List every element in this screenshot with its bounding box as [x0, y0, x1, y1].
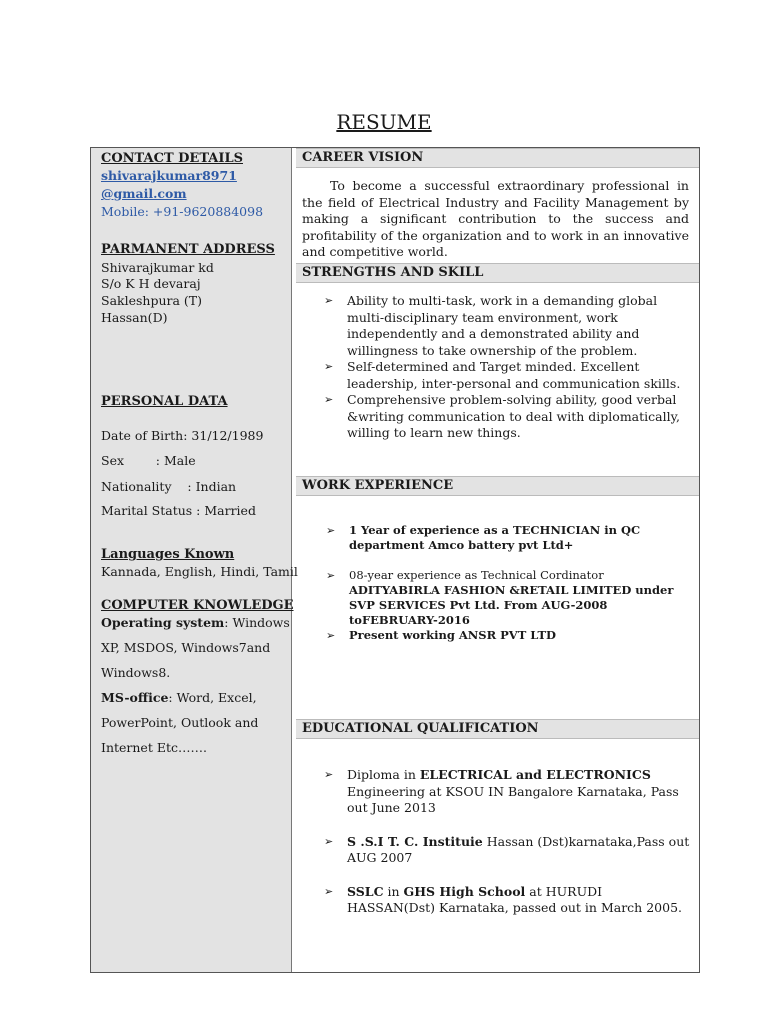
- edu-text: Hassan (Dst)karnataka,Pass out AUG 2007: [347, 833, 690, 865]
- personal-heading: PERSONAL DATA: [101, 394, 228, 409]
- date-of-birth: Date of Birth: 31/12/1989: [101, 428, 264, 443]
- office-label: MS-office: [101, 690, 169, 705]
- sex: Sex : Male: [101, 453, 196, 468]
- os-value: : Windows: [224, 615, 290, 630]
- nationality: Nationality : Indian: [101, 479, 237, 494]
- address-line: Shivarajkumar kd: [101, 260, 214, 275]
- office-line-1: [101, 690, 257, 705]
- edu-text: at HURUDI HASSAN(Dst) Karnataka, passed out in March 2005.: [347, 883, 682, 915]
- strengths-list: [324, 293, 692, 442]
- list-item: [324, 392, 692, 442]
- os-line-1: [101, 615, 290, 630]
- strength-text: Self-determined and Target minded. Excellent leadership, inter-personal and communication skills.: [347, 359, 681, 391]
- address-line: S/o K H devaraj: [101, 276, 201, 291]
- work-heading: WORK EXPERIENCE: [302, 478, 454, 493]
- languages-heading: Languages Known: [101, 547, 235, 562]
- office-line-2: PowerPoint, Outlook and: [101, 715, 259, 730]
- strengths-section-header: [296, 263, 699, 283]
- os-line-3: Windows8.: [101, 665, 171, 680]
- edu-bold: SSLC: [347, 883, 384, 899]
- address-line: Sakleshpura (T): [101, 293, 202, 308]
- address-line: Hassan(D): [101, 310, 168, 325]
- edu-text: in: [383, 883, 404, 899]
- career-text: To become a successful extraordinary professional in the field of Electrical Industry and Facility Management by making a significant contribution to the success and profitability of the organization and to work in an innovative and competitive world.: [302, 178, 689, 259]
- education-list: [324, 767, 692, 917]
- list-item: [326, 568, 686, 628]
- email-line-1[interactable]: shivarajkumar8971: [101, 168, 237, 183]
- languages-value: Kannada, English, Hindi, Tamil: [101, 564, 298, 579]
- edu-text: Engineering at KSOU IN Bangalore Karnataka, Pass out June 2013: [347, 783, 679, 815]
- list-item: [326, 523, 686, 553]
- work-item-text: Present working ANSR PVT LTD: [349, 628, 556, 642]
- strength-text: Ability to multi-task, work in a demanding global multi-disciplinary team environment, work independently and a demonstrated ability and willingness to take ownership of the problem.: [347, 293, 658, 358]
- arrow-bullet-icon: ➢: [326, 629, 336, 642]
- page-title: RESUME: [336, 110, 432, 134]
- email-line-2[interactable]: @gmail.com: [101, 186, 187, 201]
- os-label: Operating system: [101, 615, 225, 630]
- edu-text: Diploma in: [347, 767, 420, 782]
- edu-bold: GHS High School: [403, 883, 526, 899]
- edu-bold: S .S.I T. C. Instituie: [347, 833, 483, 849]
- contact-heading: CONTACT DETAILS: [101, 151, 243, 166]
- list-item: [324, 834, 692, 867]
- work-item-company: ADITYABIRLA FASHION &RETAIL LIMITED under SVP SERVICES Pvt Ltd. From AUG-2008 toFEBRUARY-2016: [349, 583, 674, 627]
- career-heading: CAREER VISION: [302, 150, 424, 165]
- arrow-bullet-icon: ➢: [324, 834, 334, 848]
- edu-bold: ELECTRICAL and ELECTRONICS: [419, 767, 651, 782]
- list-item: [326, 628, 686, 643]
- arrow-bullet-icon: ➢: [326, 569, 336, 582]
- list-item: [324, 767, 692, 817]
- os-line-2: XP, MSDOS, Windows7and: [101, 640, 271, 655]
- list-item: [324, 359, 692, 392]
- work-list: [326, 523, 686, 643]
- list-item: [324, 293, 692, 359]
- computer-heading: COMPUTER KNOWLEDGE: [101, 598, 294, 613]
- office-value: : Word, Excel,: [168, 690, 257, 705]
- column-divider: [291, 148, 292, 972]
- arrow-bullet-icon: ➢: [324, 294, 334, 307]
- education-heading: EDUCATIONAL QUALIFICATION: [302, 721, 539, 736]
- list-item: [324, 884, 692, 917]
- strengths-heading: STRENGTHS AND SKILL: [302, 265, 484, 280]
- career-section-header: [296, 148, 699, 168]
- address-heading: PARMANENT ADDRESS: [101, 242, 275, 257]
- office-line-3: Internet Etc…….: [101, 740, 207, 755]
- work-item-text: 1 Year of experience as a TECHNICIAN in QC department Amco battery pvt Ltd+: [349, 523, 641, 552]
- arrow-bullet-icon: ➢: [324, 768, 334, 781]
- arrow-bullet-icon: ➢: [324, 884, 334, 898]
- strength-text: Comprehensive problem-solving ability, good verbal &writing communication to deal with diplomatically, willing to learn new things.: [347, 392, 680, 440]
- education-section-header: [296, 719, 699, 739]
- arrow-bullet-icon: ➢: [324, 393, 334, 406]
- work-item-text: 08-year experience as Technical Cordinator: [349, 568, 604, 582]
- arrow-bullet-icon: ➢: [326, 524, 336, 537]
- work-section-header: [296, 476, 699, 496]
- marital-status: Marital Status : Married: [101, 503, 256, 518]
- mobile-number: Mobile: +91-9620884098: [101, 204, 264, 219]
- arrow-bullet-icon: ➢: [324, 360, 334, 373]
